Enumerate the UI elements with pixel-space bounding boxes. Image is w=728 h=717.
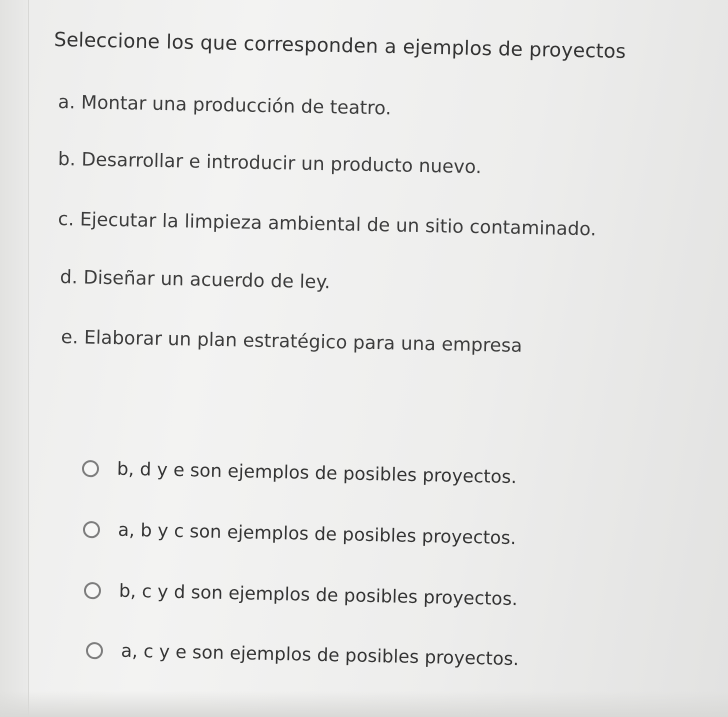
radio-button[interactable]	[83, 521, 100, 538]
statement-e: e. Elaborar un plan estratégico para una empresa	[60, 327, 523, 357]
statement-c: c. Ejecutar la limpieza ambiental de un sitio contaminado.	[57, 209, 597, 241]
answer-option-2[interactable]	[83, 519, 517, 549]
answer-option-1[interactable]	[82, 458, 517, 488]
statement-b: b. Desarrollar e introducir un producto nuevo.	[57, 149, 482, 179]
radio-button[interactable]	[82, 460, 99, 477]
question-title: Seleccione los que corresponden a ejemplos de proyectos	[53, 28, 627, 63]
radio-button[interactable]	[86, 642, 103, 659]
statement-d: d. Diseñar un acuerdo de ley.	[59, 267, 331, 294]
radio-button[interactable]	[84, 582, 101, 599]
answer-option-label[interactable]: a, c y e son ejemplos de posibles proyectos.	[120, 640, 520, 671]
answer-option-4[interactable]	[86, 640, 519, 670]
answer-option-label[interactable]: a, b y c son ejemplos de posibles proyectos.	[117, 519, 517, 550]
statement-a: a. Montar una producción de teatro.	[57, 92, 392, 120]
bottom-edge-shadow	[0, 691, 728, 717]
answer-option-3[interactable]	[84, 580, 518, 610]
left-page-margin	[0, 0, 29, 717]
answer-option-label[interactable]: b, d y e son ejemplos de posibles proyectos.	[116, 458, 517, 489]
question-card	[40, 0, 728, 717]
answer-option-label[interactable]: b, c y d son ejemplos de posibles proyectos.	[118, 580, 518, 611]
